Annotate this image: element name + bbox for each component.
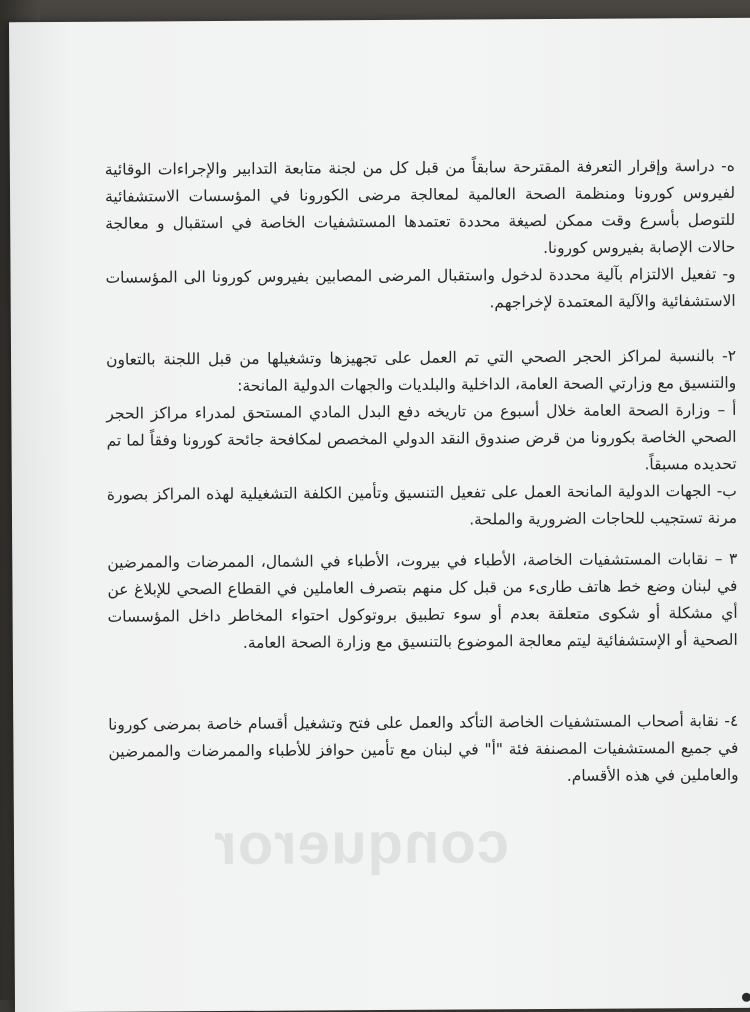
clause-w-text: و- تفعيل الالتزام بآلية محددة لدخول واستقبال المرضى المصابين بفيروس كورونا الى المؤسسات الاستشفائية والآلية المعتمدة لإخراجهم. — [105, 264, 736, 312]
section-3-text: ٣ – نقابات المستشفيات الخاصة، الأطباء في بيروت، الأطباء في الشمال، الممرضات والممرضين في لبنان وضع خط هاتف طارىء من قبل كل منهم بتصرف العاملين في القطاع الصحي للإبلاغ عن أي مشكلة أو شكوى متعلقة بعدم أو سوء تطبيق بروتوكول احتواء المخاطر داخل المؤسسات الصحية أو الإستشفائية ليتم معالجة الموضوع بالتنسيق مع وزارة الصحة العامة. — [107, 549, 738, 652]
section-4-text: ٤- نقابة أصحاب المستشفيات الخاصة التأكد والعمل على فتح وتشغيل أقسام خاصة بمرضى كورونا في جميع المستشفيات المصنفة فئة "أ" في لبنان مع تأمين حوافز للأطباء والممرضات والممرضين والعاملين في هذه الأقسام. — [108, 711, 739, 785]
section-2 — [106, 343, 736, 401]
clause-2b — [107, 478, 737, 536]
clause-2a — [106, 397, 736, 482]
clause-h — [105, 153, 736, 265]
paper-watermark: conqueror — [212, 810, 510, 878]
clause-2b-text: ب- الجهات الدولية المانحة العمل على تفعيل التنسيق وتأمين الكلفة التشغيلية لهذه المراكز بصورة مرنة تستجيب للحاجات الضرورية والملحة. — [106, 481, 738, 529]
ink-spot — [742, 993, 750, 1002]
document-page — [9, 18, 750, 1012]
clause-h-text: ه- دراسة وإقرار التعرفة المقترحة سابقاً من قبل كل من لجنة متابعة التدابير والإجراءات الوقائية لفيروس كورونا ومنظمة الصحة العالمية لمعالجة مرضى الكورونا في المؤسسات الاستشفائية للتوصل بأسرع وقت ممكن لصيغة محددة تعتمدها المستشفيات الخاصة في استقبال و معالجة حالات الإصابة بفيروس كورونا. — [104, 156, 736, 258]
clause-w — [105, 261, 735, 319]
section-2-text: ٢- بالنسبة لمراكز الحجر الصحي التي تم العمل على تجهيزها وتشغيلها من قبل اللجنة بالتعاون والتنسيق مع وزارتي الصحة العامة، الداخلية والبلديات والجهات الدولية المانحة: — [105, 346, 737, 395]
clause-2a-text: أ – وزارة الصحة العامة خلال أسبوع من تاريخه دفع البدل المادي المستحق لمدراء مراكز الحجر الصحي الخاصة بكورونا من قرض صندوق النقد الدولي المخصص لمكافحة جائحة كورونا وفقاً لما تم تحديده مسبقاً. — [106, 400, 737, 474]
section-4 — [108, 708, 738, 793]
section-3 — [107, 546, 738, 658]
